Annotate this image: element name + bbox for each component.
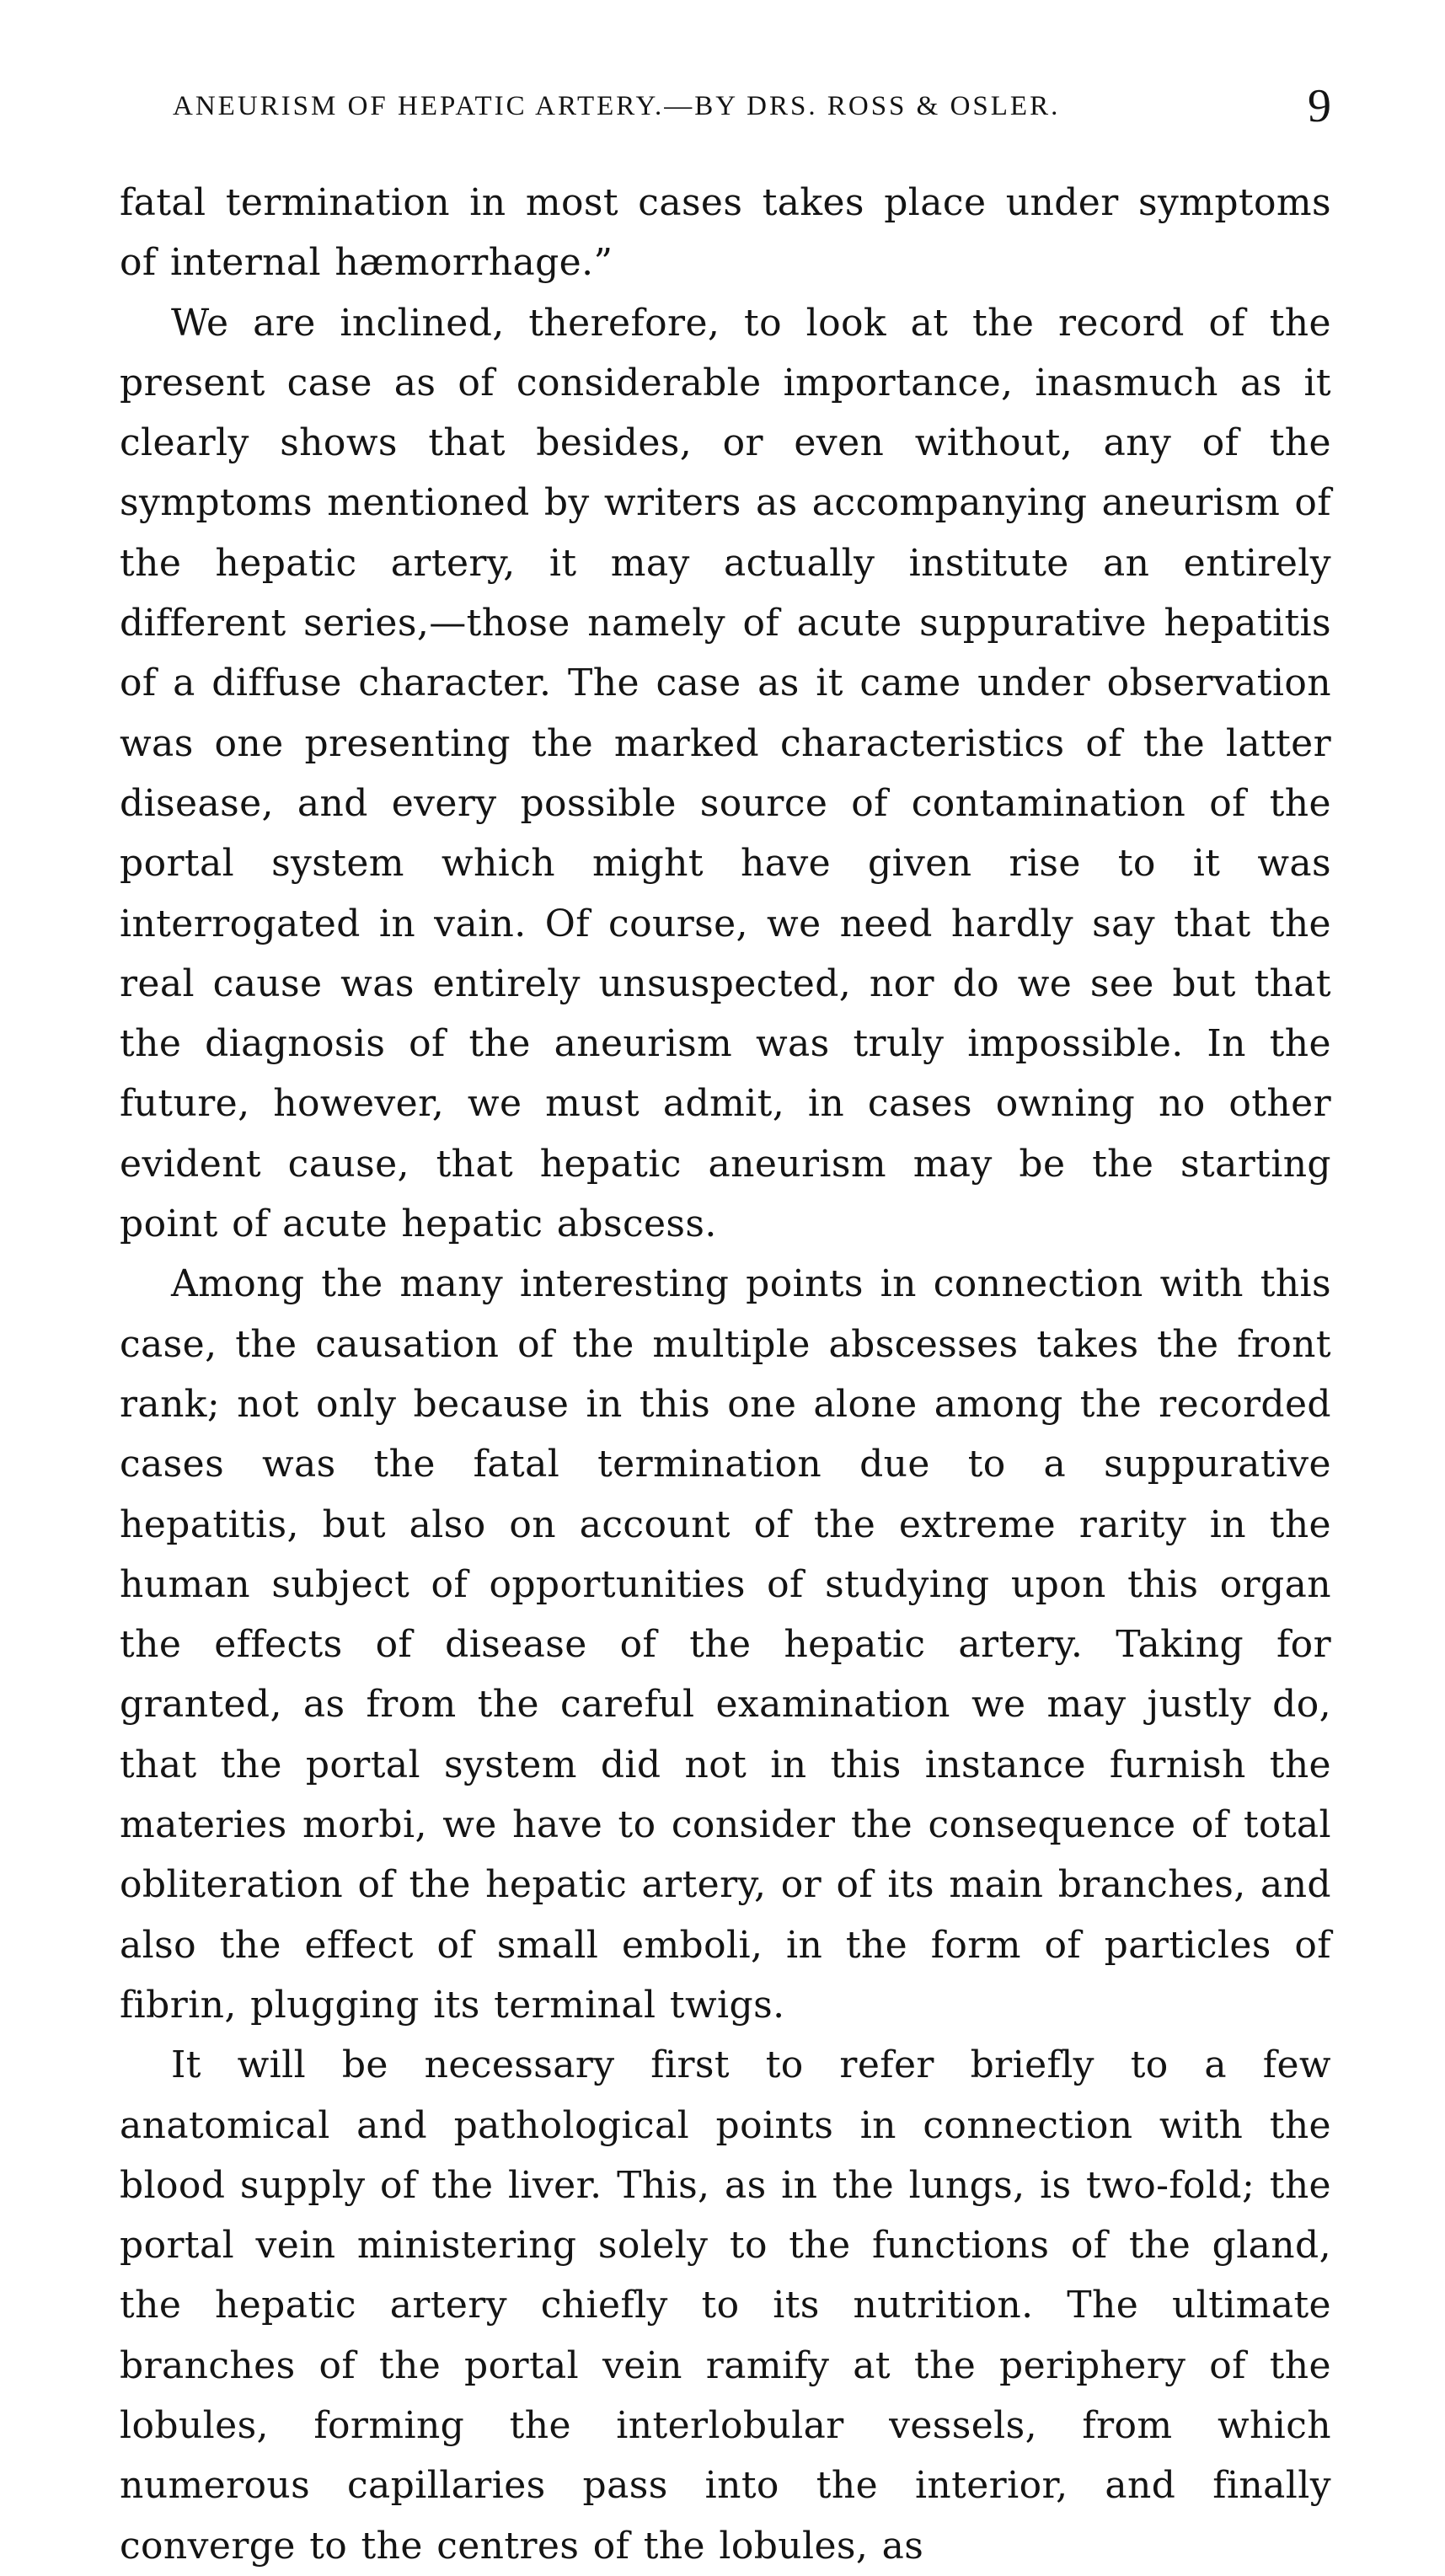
body-text [120, 173, 1331, 2576]
paragraph-liver-blood-supply: It will be necessary first to refer briefly to a few anatomical and pathological points in connection with the blood supply of the liver. This, as in the lungs, is two-fold; the portal vein ministering solely to the functions of the gland, the hepatic artery chiefly to its nutrition. The ultimate branches of the portal vein ramify at the periphery of the lobules, forming the interlobular vessels, from which numerous capillaries pass into the interior, and finally converge to the centres of the lobules, as [120, 2043, 1331, 2568]
running-head [173, 80, 1331, 142]
running-head-title: ANEURISM OF HEPATIC ARTERY.—BY DRS. ROSS & OSLER. [173, 91, 1061, 121]
paragraph-continuation: fatal termination in most cases takes place under symptoms of internal hæmorrhage.” [120, 181, 1331, 285]
paragraph-importance-of-case: We are inclined, therefore, to look at the record of the present case as of considerable importance, inasmuch as it clearly shows that besides, or even without, any of the symptoms mentioned by writers as accompanying aneurism of the hepatic artery, it may actually institute an entirely different series,—those namely of acute suppurative hepatitis of a diffuse character. The case as it came under observation was one presenting the marked characteristics of the latter disease, and every possible source of contamination of the portal system which might have given rise to it was interrogated in vain. Of course, we need hardly say that the real cause was entirely unsuspected, nor do we see but that the diagnosis of the aneurism was truly impossible. In the future, however, we must admit, in cases owning no other evident cause, that hepatic aneurism may be the starting point of acute hepatic abscess. [120, 301, 1331, 1246]
page-number: 9 [1308, 80, 1331, 132]
paragraph-causation-of-abscesses: Among the many interesting points in connection with this case, the causation of the multiple abscesses takes the front rank; not only because in this one alone among the recorded cases was the fatal termination due to a suppurative hepatitis, but also on account of the extreme rarity in the human subject of opportunities of studying upon this organ the effects of disease of the hepatic artery. Taking for granted, as from the careful examination we may justly do, that the portal system did not in this instance furnish the materies morbi, we have to consider the consequence of total obliteration of the hepatic artery, or of its main branches, and also the effect of small emboli, in the form of particles of fibrin, plugging its terminal twigs. [120, 1262, 1331, 2027]
